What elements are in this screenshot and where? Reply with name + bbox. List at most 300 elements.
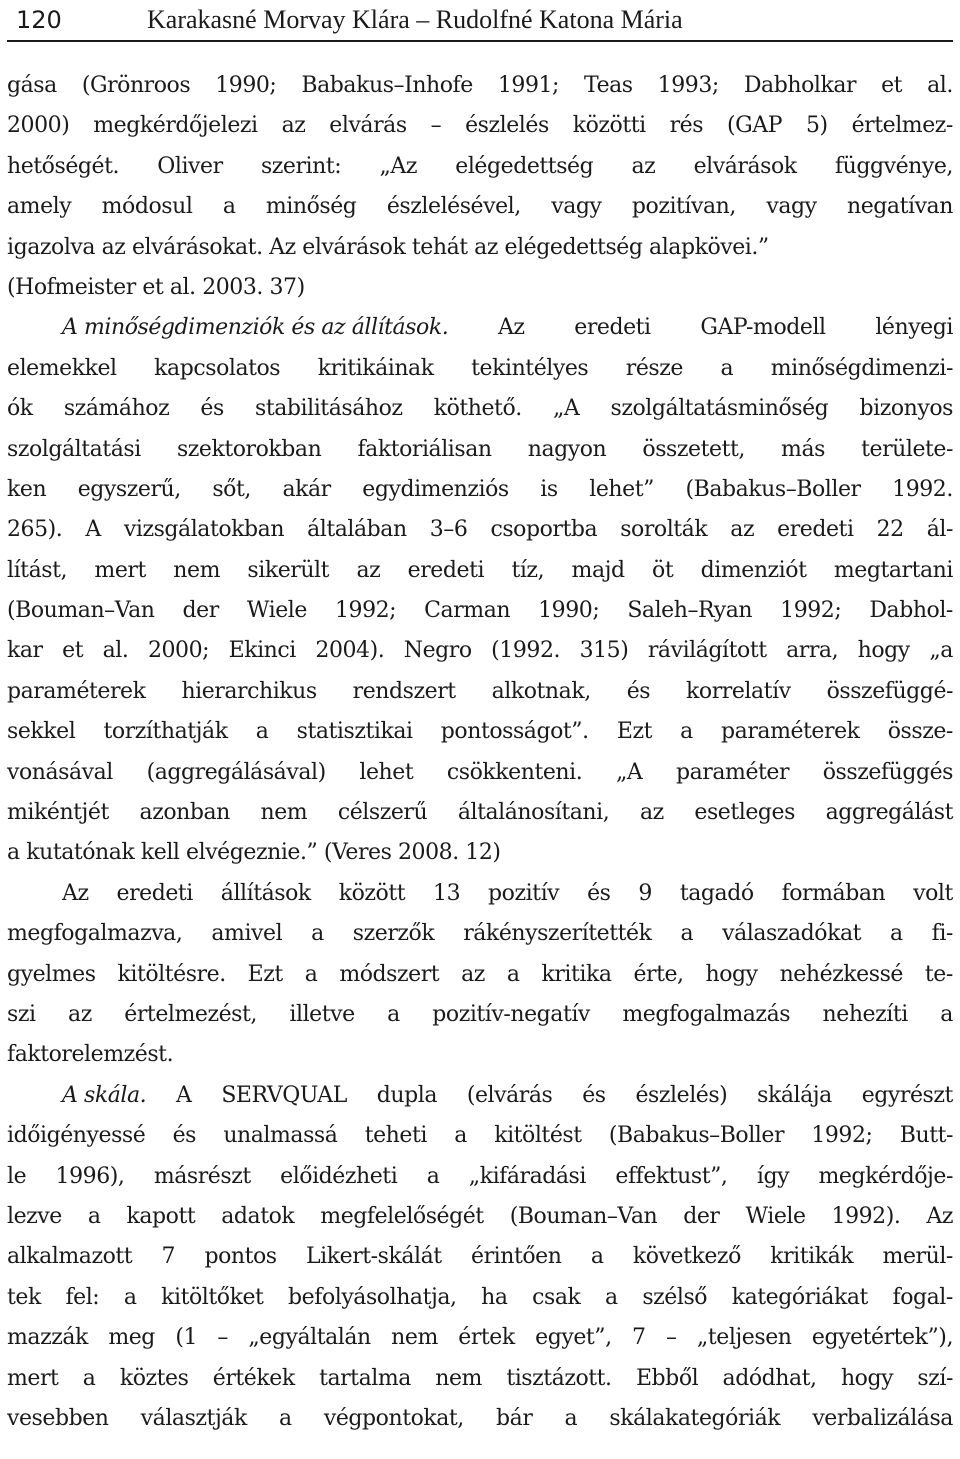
word: – xyxy=(430,113,442,139)
text-line xyxy=(7,914,953,954)
word: a xyxy=(506,961,520,987)
word: tehát xyxy=(411,234,475,260)
word: összefüggé- xyxy=(826,678,953,704)
word: ál- xyxy=(926,517,953,543)
word: lítást, xyxy=(7,557,68,583)
word: kar xyxy=(7,638,43,664)
word: Babakus–Inhofe xyxy=(301,73,473,98)
word: hogy xyxy=(857,638,910,664)
text-line xyxy=(7,268,953,308)
word: torzíthatják xyxy=(103,719,228,745)
word: Az xyxy=(497,315,525,341)
word: észlelés) xyxy=(635,1082,728,1108)
word: teheti xyxy=(364,1123,427,1149)
word: és xyxy=(587,880,611,906)
word: nem xyxy=(260,800,308,826)
word: faktoriálisan xyxy=(357,436,492,462)
running-header xyxy=(7,0,953,42)
word: egyszerű, xyxy=(77,476,181,502)
word: értelmez- xyxy=(851,113,953,139)
word: szi xyxy=(7,1001,36,1027)
word: előidézheti xyxy=(280,1163,398,1189)
word: következő xyxy=(632,1244,741,1270)
word: Teas xyxy=(584,73,633,98)
word: 315) xyxy=(579,638,629,664)
word: és xyxy=(200,396,224,422)
page-number: 120 xyxy=(16,6,62,34)
word: a xyxy=(680,719,693,745)
word: pozitív-negatív xyxy=(432,1001,590,1027)
word: lényegi xyxy=(875,315,953,341)
word: nehézkessé xyxy=(779,961,903,987)
word: egyetértek”), xyxy=(811,1325,953,1351)
word: rendszert xyxy=(352,678,456,704)
word: bizonyos xyxy=(859,396,953,422)
word: kritika xyxy=(541,961,612,987)
word: stabilitásához xyxy=(255,396,403,422)
word: elvárások xyxy=(302,234,412,260)
word: össze- xyxy=(887,719,953,745)
word: és xyxy=(582,1082,606,1108)
word: a xyxy=(454,1123,467,1149)
word: a xyxy=(426,1163,440,1189)
text-line xyxy=(7,753,953,793)
word: szerzők xyxy=(352,921,435,947)
word: (GAP xyxy=(727,113,783,139)
word: hetőségét. xyxy=(7,153,120,179)
word: Oliver xyxy=(157,153,223,179)
text-line xyxy=(7,510,953,550)
word: 1993; xyxy=(657,73,719,98)
word: vagy xyxy=(551,194,602,220)
word: „Az xyxy=(379,153,418,179)
word: észlelésével, xyxy=(386,194,521,220)
word: elégedettség xyxy=(455,153,594,179)
text-line xyxy=(7,308,953,348)
word: válaszadókat xyxy=(722,921,862,947)
word: (Hofmeister xyxy=(7,274,143,300)
word: 2008. xyxy=(398,840,466,866)
word: Dabholkar xyxy=(743,73,857,98)
word: paraméterek xyxy=(7,678,146,704)
word: csökkenteni. xyxy=(446,759,583,785)
word: kritikáinak xyxy=(317,355,434,381)
word: gyelmes xyxy=(7,961,96,987)
word: rákényszerítették xyxy=(463,921,652,947)
word: Az xyxy=(62,880,89,906)
italic-subheading: A skála. xyxy=(62,1082,147,1108)
word: Wiele xyxy=(745,1203,806,1229)
body-text xyxy=(7,66,953,1439)
word: 1990; xyxy=(215,73,277,98)
word: az xyxy=(356,557,381,583)
word: GAP-modell xyxy=(700,315,826,341)
text-line xyxy=(7,1116,953,1156)
word: Butt- xyxy=(899,1123,953,1149)
word: „a xyxy=(929,638,953,664)
word: al. xyxy=(927,73,953,98)
word: 22 xyxy=(876,517,904,543)
word: mert xyxy=(7,1365,59,1391)
word: der xyxy=(683,1203,720,1229)
word: a xyxy=(222,194,236,220)
word: amely xyxy=(7,194,72,220)
word: észlelés xyxy=(465,113,549,139)
word: értékek xyxy=(212,1365,295,1391)
word: 13 xyxy=(433,880,461,906)
word: 2000; xyxy=(147,638,210,664)
word: sikerült xyxy=(247,557,330,583)
word: skálája xyxy=(757,1082,832,1108)
word: a xyxy=(564,1405,578,1431)
word: (1992. xyxy=(491,638,561,664)
word: más xyxy=(781,436,825,462)
word: köztes xyxy=(119,1365,189,1391)
word: érte, xyxy=(633,961,684,987)
text-line xyxy=(7,1197,953,1237)
word: az xyxy=(68,1001,92,1027)
word: adódhat, xyxy=(722,1365,817,1391)
text-line xyxy=(7,106,953,146)
word: 1996), xyxy=(55,1163,125,1189)
word: nem xyxy=(435,1365,482,1391)
word: az xyxy=(730,517,755,543)
word: te- xyxy=(924,961,953,987)
text-line xyxy=(7,631,953,671)
word: öt xyxy=(652,557,674,583)
word: általánosítani, xyxy=(457,800,610,826)
word: et xyxy=(62,638,84,664)
word: dimenziót xyxy=(700,557,807,583)
word: elvárások xyxy=(693,153,797,179)
text-line xyxy=(7,470,953,510)
word: kell xyxy=(140,840,187,866)
word: paraméter xyxy=(676,759,790,785)
word: mazzák xyxy=(7,1325,88,1351)
word: A xyxy=(176,1082,192,1108)
word: paraméterek xyxy=(721,719,860,745)
word: számához xyxy=(63,396,170,422)
text-line xyxy=(7,147,953,187)
text-line xyxy=(7,349,953,389)
word: korrelatív xyxy=(686,678,791,704)
word: igazolva xyxy=(7,234,102,260)
word: aggregálást xyxy=(825,800,953,826)
text-line xyxy=(7,1076,953,1116)
word: 2004). xyxy=(315,638,385,664)
word: Wiele xyxy=(246,598,307,624)
text-line xyxy=(7,430,953,470)
word: szerint: xyxy=(260,153,342,179)
word: lezve xyxy=(7,1203,62,1229)
word: SERVQUAL xyxy=(221,1082,347,1108)
text-line xyxy=(7,1035,953,1075)
word: 5) xyxy=(806,113,828,139)
word: a xyxy=(123,1284,137,1310)
word: kritikák xyxy=(770,1244,854,1270)
word: eredeti xyxy=(116,880,193,906)
word: ken xyxy=(7,476,47,502)
word: verbalizálása xyxy=(812,1405,953,1431)
word: hierarchikus xyxy=(181,678,317,704)
text-line xyxy=(7,1318,953,1358)
word: az xyxy=(639,800,664,826)
word: az xyxy=(461,961,485,987)
word: akár xyxy=(282,476,331,502)
word: végpontokat, xyxy=(323,1405,464,1431)
word: skálakategóriák xyxy=(609,1405,781,1431)
running-head-authors: Karakasné Morvay Klára – Rudolfné Katona Mária xyxy=(147,5,683,34)
word: Ekinci xyxy=(228,638,296,664)
word: bár xyxy=(496,1405,533,1431)
text-line xyxy=(7,1157,953,1197)
word: faktorelemzést. xyxy=(7,1042,174,1068)
word: 1992; xyxy=(811,1123,873,1149)
word: megkérdője- xyxy=(818,1163,953,1189)
word: al. xyxy=(169,274,203,300)
word: nem xyxy=(391,1325,438,1351)
word: is xyxy=(540,476,558,502)
word: minőségdimenzi- xyxy=(770,355,953,381)
word: Az xyxy=(926,1203,953,1229)
word: értek xyxy=(458,1325,515,1351)
word: 12) xyxy=(465,840,501,866)
text-line xyxy=(7,551,953,591)
italic-subheading: A minőségdimenziók és az állítások. xyxy=(62,315,449,341)
word: 1992; xyxy=(780,598,842,624)
text-line xyxy=(7,66,953,106)
word: érintően xyxy=(471,1244,562,1270)
word: összetett, xyxy=(642,436,745,462)
word: „A xyxy=(552,396,580,422)
word: lehet xyxy=(359,759,414,785)
word: területe- xyxy=(861,436,953,462)
word: fi- xyxy=(931,921,953,947)
word: Ezt xyxy=(616,719,652,745)
word: a xyxy=(311,921,324,947)
word: a xyxy=(7,840,27,866)
word: elégedettség xyxy=(504,234,650,260)
word: – xyxy=(665,1325,677,1351)
word: értelmezést, xyxy=(124,1001,257,1027)
word: a xyxy=(605,1284,618,1310)
word: csoportba xyxy=(490,517,598,543)
word: 2003. xyxy=(202,274,270,300)
word: megfelelőségét xyxy=(320,1203,484,1229)
word: csak xyxy=(532,1284,581,1310)
word: ók xyxy=(7,396,33,422)
word: választják xyxy=(140,1405,247,1431)
word: pozitívan, xyxy=(631,194,736,220)
word: vonásával xyxy=(7,759,113,785)
word: szélső xyxy=(642,1284,708,1310)
word: „teljesen xyxy=(696,1325,792,1351)
word: szolgáltatási xyxy=(7,436,141,462)
word: unalmassá xyxy=(223,1123,338,1149)
word: 1991; xyxy=(497,73,560,98)
word: dupla xyxy=(376,1082,438,1108)
word: „A xyxy=(615,759,643,785)
word: statisztikai xyxy=(296,719,413,745)
word: (Babakus–Boller xyxy=(608,1123,785,1149)
word: része xyxy=(625,355,683,381)
word: (Babakus–Boller xyxy=(685,476,861,502)
word: gása xyxy=(7,73,57,98)
word: közötti xyxy=(572,113,646,139)
word: a xyxy=(279,1405,292,1431)
word: rés xyxy=(669,113,704,139)
word: eredeti xyxy=(777,517,854,543)
word: volt xyxy=(913,880,953,906)
text-line xyxy=(7,389,953,429)
word: a xyxy=(87,1203,101,1229)
word: (1 xyxy=(175,1325,198,1351)
word: egyet”, xyxy=(535,1325,612,1351)
word: tartalma xyxy=(319,1365,411,1391)
word: – xyxy=(217,1325,228,1351)
text-line xyxy=(7,228,953,268)
word: megkérdőjelezi xyxy=(93,113,258,139)
word: megfogalmazás xyxy=(622,1001,791,1027)
word: fel: xyxy=(65,1284,100,1310)
word: et xyxy=(881,73,903,98)
word: Likert-skálát xyxy=(306,1244,442,1270)
word: a xyxy=(720,355,734,381)
word: a xyxy=(680,921,694,947)
word: vizsgálatokban xyxy=(123,517,285,543)
word: tekintélyes xyxy=(471,355,589,381)
text-line xyxy=(7,1359,953,1399)
word: egydimenziós xyxy=(362,476,509,502)
word: célszerű xyxy=(337,800,428,826)
word: megtartani xyxy=(833,557,953,583)
word: A xyxy=(85,517,101,543)
word: és xyxy=(172,1123,197,1149)
text-line xyxy=(7,1237,953,1277)
word: a xyxy=(82,1365,96,1391)
word: alkalmazott xyxy=(7,1244,133,1270)
word: et xyxy=(142,274,170,300)
word: 265). xyxy=(7,517,63,543)
word: (Bouman–Van xyxy=(7,598,155,624)
word: tek xyxy=(7,1284,41,1310)
word: szektorokban xyxy=(176,436,322,462)
word: 7 xyxy=(632,1325,646,1351)
word: ha xyxy=(481,1284,508,1310)
word: a xyxy=(304,961,318,987)
word: nehezíti xyxy=(822,1001,908,1027)
word: vesebben xyxy=(7,1405,109,1431)
text-line xyxy=(7,712,953,752)
word: kitöltést xyxy=(494,1123,582,1149)
word: nagyon xyxy=(527,436,607,462)
word: al. xyxy=(102,638,129,664)
word: másrészt xyxy=(153,1163,251,1189)
word: adatok xyxy=(221,1203,295,1229)
word: az xyxy=(474,234,505,260)
word: fogal- xyxy=(892,1284,953,1310)
word: kapcsolatos xyxy=(154,355,281,381)
word: kutatónak xyxy=(26,840,141,866)
word: 2000) xyxy=(7,113,70,139)
text-line xyxy=(7,955,953,995)
word: szí- xyxy=(917,1365,953,1391)
word: megfogalmazva, xyxy=(7,921,183,947)
word: 37) xyxy=(269,274,305,300)
word: az xyxy=(281,113,306,139)
word: egyrészt xyxy=(861,1082,953,1108)
word: pontosságot”. xyxy=(440,719,589,745)
word: Saleh–Ryan xyxy=(627,598,753,624)
word: Ezt xyxy=(247,961,283,987)
word: sorolták xyxy=(620,517,708,543)
word: amivel xyxy=(211,921,283,947)
word: időigényessé xyxy=(7,1123,146,1149)
word: és xyxy=(626,678,651,704)
word: 1992. xyxy=(892,476,953,502)
word: így xyxy=(756,1163,790,1189)
word: között xyxy=(338,880,406,906)
word: merül- xyxy=(882,1244,953,1270)
book-page xyxy=(7,0,953,1439)
word: pontos xyxy=(204,1244,277,1270)
text-line xyxy=(7,995,953,1035)
word: tagadó xyxy=(679,880,754,906)
text-line xyxy=(7,833,953,873)
word: elvárás xyxy=(329,113,407,139)
word: a xyxy=(590,1244,604,1270)
word: Dabhol- xyxy=(869,598,953,624)
word: 7 xyxy=(161,1244,176,1270)
word: (Veres xyxy=(323,840,398,866)
text-line xyxy=(7,591,953,631)
word: tíz, xyxy=(511,557,545,583)
word: Az xyxy=(269,234,303,260)
word: függvénye, xyxy=(834,153,953,179)
word: rávilágított xyxy=(647,638,767,664)
word: minőség xyxy=(265,194,357,220)
word: esetleges xyxy=(694,800,795,826)
word: der xyxy=(182,598,219,624)
word: negatívan xyxy=(847,194,953,220)
word: majd xyxy=(571,557,625,583)
word: elemekkel xyxy=(7,355,117,381)
word: mikéntjét xyxy=(7,800,109,826)
word: le xyxy=(7,1163,27,1189)
word: a xyxy=(255,719,269,745)
word: „egyáltalán xyxy=(248,1325,371,1351)
word: 1992). xyxy=(831,1203,901,1229)
word: mert xyxy=(94,557,146,583)
word: befolyásolhatja, xyxy=(288,1284,457,1310)
word: kitöltésre. xyxy=(117,961,226,987)
word: „kifáradási xyxy=(468,1163,586,1189)
word: arra, xyxy=(786,638,839,664)
word: alapkövei.” xyxy=(649,234,769,260)
text-line xyxy=(7,793,953,833)
word: 1990; xyxy=(538,598,600,624)
word: alkotnak, xyxy=(491,678,591,704)
word: kapott xyxy=(126,1203,196,1229)
word: sőt, xyxy=(212,476,251,502)
word: általában xyxy=(307,517,407,543)
word: 9 xyxy=(638,880,652,906)
word: eredeti xyxy=(574,315,651,341)
word: (Bouman–Van xyxy=(509,1203,658,1229)
text-line xyxy=(7,1278,953,1318)
word: köthető. xyxy=(433,396,522,422)
word: effektust”, xyxy=(615,1163,728,1189)
